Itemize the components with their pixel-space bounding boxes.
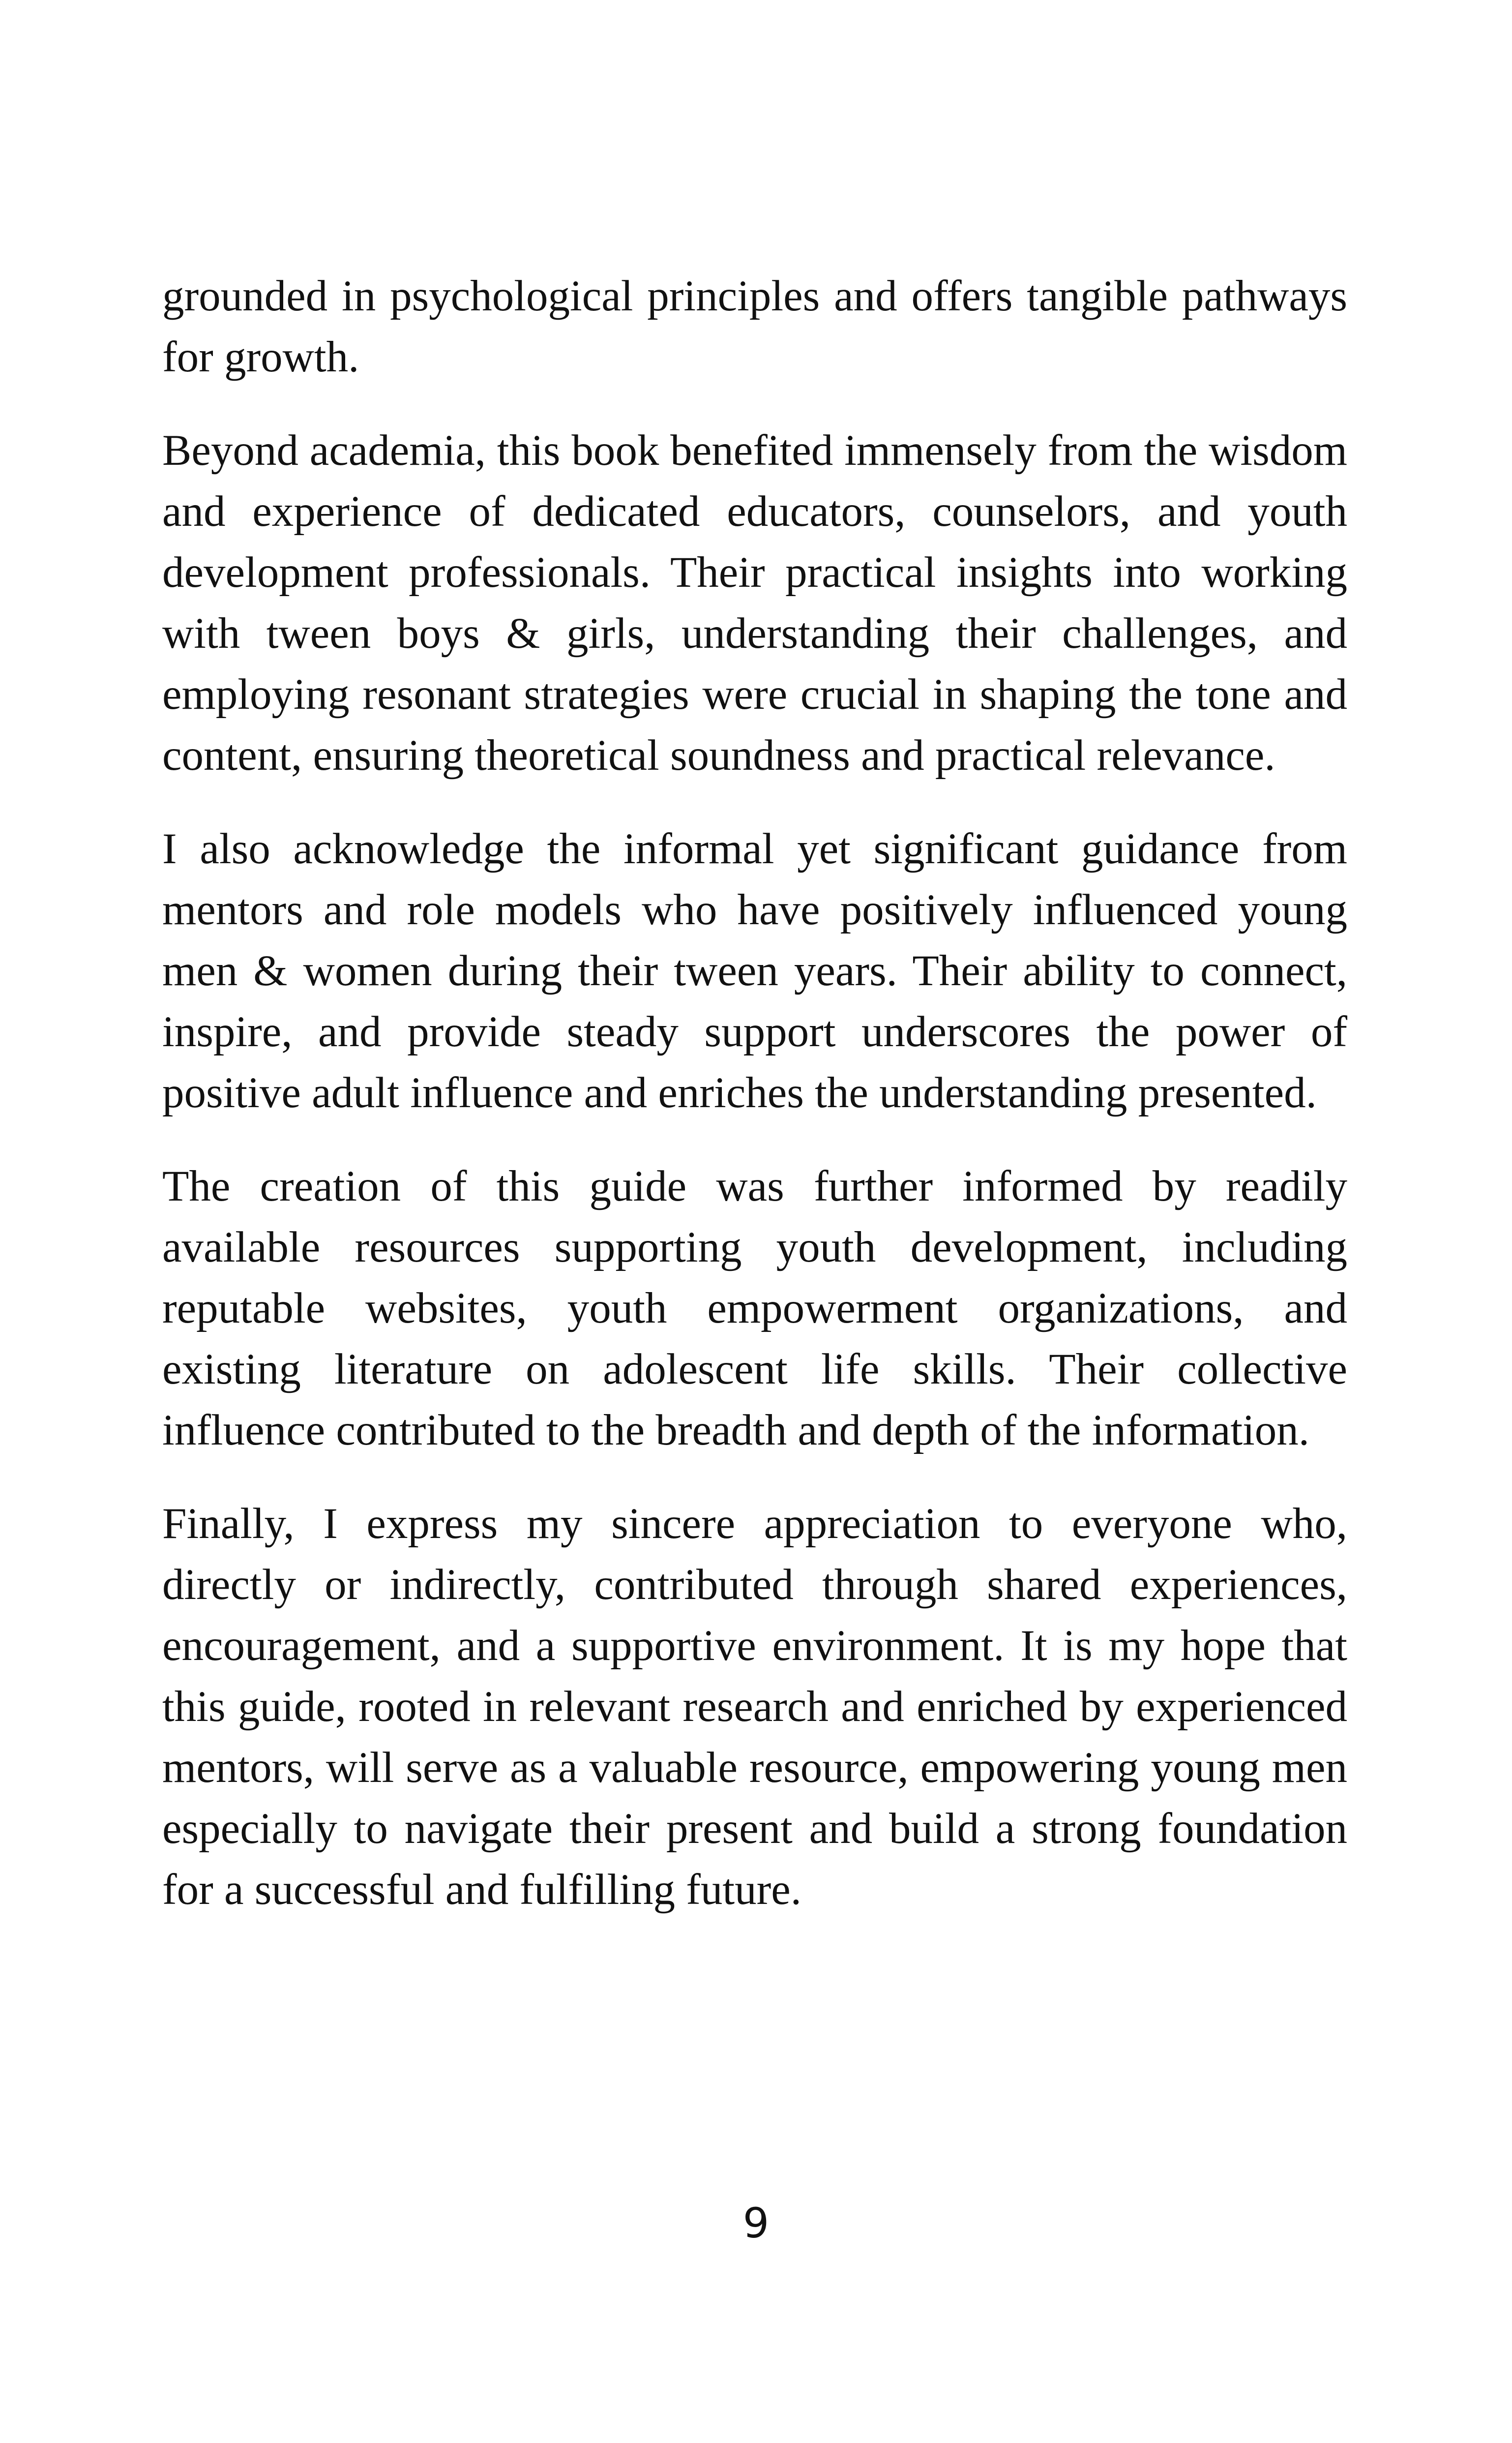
page-number: 9 <box>742 2199 770 2247</box>
paragraph-beyond-academia: Beyond academia, this book benefited immensely from the wisdom and experience of dedicated educators, counselors, and youth development professionals. Their practical insights into working with tween boys & girls, understanding their challenges, and employing resonant strategies were crucial in shaping the tone and content, ensuring theoretical soundness and practical relevance. <box>162 426 1347 780</box>
body-text <box>162 266 1347 1953</box>
paragraph-resources: The creation of this guide was further informed by readily available resources supporting youth development, including reputable websites, youth empowerment organizations, and existing literature on adolescent life skills. Their collective influence contributed to the breadth and depth of the information. <box>162 1162 1347 1454</box>
paragraph-growth-pathways: grounded in psychological principles and offers tangible pathways for growth. <box>162 272 1347 381</box>
paragraph-appreciation: Finally, I express my sincere appreciation to everyone who, directly or indirectly, contributed through shared experiences, encouragement, and a supportive environment. It is my hope that this guide, rooted in relevant research and enriched by experienced mentors, will serve as a valuable resource, empowering young men especially to navigate their present and build a strong foundation for a successful and fulfilling future. <box>162 1500 1347 1914</box>
paragraph-mentors: I also acknowledge the informal yet significant guidance from mentors and role models who have positively influenced young men & women during their tween years. Their ability to connect, inspire, and provide steady support underscores the power of positive adult influence and enriches the understanding presented. <box>162 825 1347 1117</box>
